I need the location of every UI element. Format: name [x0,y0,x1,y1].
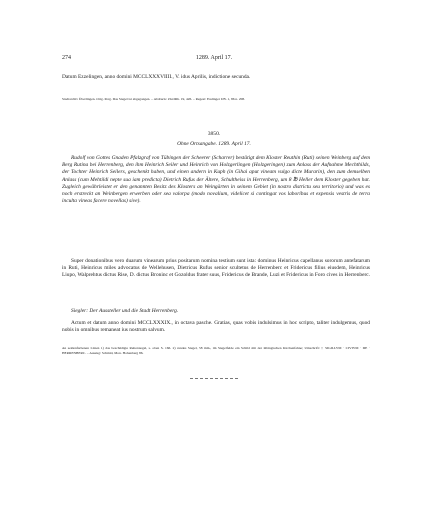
section-divider [190,378,238,379]
entry-regest: Rudolf von Gottes Gnaden Pfalzgraf von Tübingen der Scheerer (Scharrer) bestätigt dem Kloster Reuthin (Ruti) seinen Weinberg auf dem Berg Rutina bei Herrenberg, den ihm Heinrich Seiler und Heinrich von Holzgerlingen (Holzgeringen) zum Anlass der Aufnahme Mechthilds, der Tochter Heinrich Seilers, geschenkt haben, und einen andern in Kuph (in Gihai aput vineam vulgo dicte Murarin), den zum demselben Anlass (cum Mehtildi nepte sua iam predicta) Dietrich Rufus der Ältere, Schultheiss in Herrenberg, um 8 ℔ Heller dem Kloster gegeben hat. Zugleich gewährleistet er den genannten Besitz des Klosters an Weingärten in seinem Gebiet (in nostro districtu seu territorio) und was es noch erstreckt an Weinbergen erwerben oder sea valorpa (modo novalium, videlicet si contingat vos laboribus et expensis vestris de terra inculta vineas facere novellas) sive). [62,155,370,205]
previous-entry-closing: Datum Ezzelingen, anno domini MCCLXXXVIIII., V. idus Aprilis, indictione secunda. [62,74,251,80]
running-header-date: 1289. April 17. [195,55,233,61]
entry-siegler: Siegler: Der Aussteller und die Stadt Herrenberg. [71,308,179,314]
entry-note: An seidenfarbenen Litzen 1) das beschädigte Reitersiegel, s. oben S. 166. 2) rundes Siegel, 58 mm., im Siegelfelde ein Schild mit der tübingischen Kirchenfahne; Umschrift: † SIGILLVM · CIVIVM · DE · HERRENBERC. – Auszug: Schmid, Mon. Hohenberg 86. [62,346,370,355]
entry-dateline: Ohne Ortsangabe. 1289. April 17. [177,141,251,147]
entry-closing: Actum et datum anno domini MCCLXXXIX., in octava pasche. Gratias, quas vobis indulsimus in hoc scripto, taliter indulgemus, quod nobis in omnibus remaneat ius nostrum salvum. [62,320,370,334]
page-number: 274 [62,55,71,61]
entry-number: 3850. [207,131,221,137]
previous-entry-note: Stadtarchiv Überlingen. Orig. Perg. Das Siegel ist abgegangen. – Abdruck: ZGORh. 19, 426. – Regest: Esslinger UB. 1, 86 n. 208. [62,97,245,101]
entry-witness-list: Super donationibus vero duarum vinearum prius positarum nomina testium sunt ista: dominus Heinricus capellanus sororum antefatarum in Ruti, Heinricus miles advocatus de Wellehusen, Dietricus Rufus senior scultetus de Herrenberc et Fridericus filius eiusdem, Heinricus Liupo, Walprehtus dictus Rise, D. dictus Broninc et Gozoldus frater suus, Fridericus de Brande, Luzi et Fridericus in Foro cives in Herrenberc. [62,258,371,279]
